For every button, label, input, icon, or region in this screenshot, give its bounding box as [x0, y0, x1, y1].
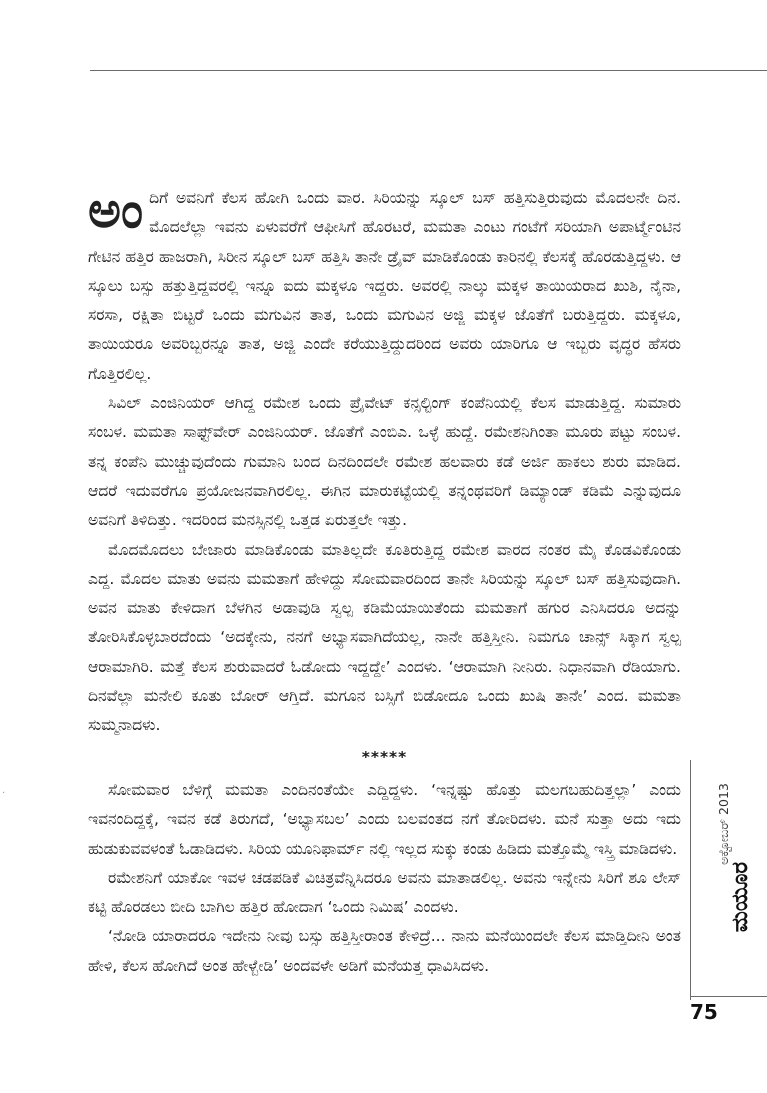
paragraph-4: ಸೋಮವಾರ ಬೆಳಿಗ್ಗೆ ಮಮತಾ ಎಂದಿನಂತೆಯೇ ಎದ್ದಿದ್ದಳು. ‘ಇನ್ನಷ್ಟು ಹೊತ್ತು ಮಲಗಬಹುದಿತ್ತಲ್ಲಾ’ ಎಂದು ಇವನಂದಿದ್ದಕ್ಕೆ, ಇವನ ಕಡೆ ತಿರುಗದೆ, ‘ಅಭ್ಯಾಸಬಲ’ ಎಂದು ಬಲವಂತದ ನಗೆ ತೋರಿದಳು. ಮನೆ ಸುತ್ತಾ ಅದು ಇದು ಹುಡುಕುವವಳಂತೆ ಓಡಾಡಿದಳು. ಸಿರಿಯ ಯೂನಿಫಾರ್ಮ್ ನಲ್ಲಿ ಇಲ್ಲದ ಸುಕ್ಕು ಕಂಡು ಹಿಡಿದು ಮತ್ತೊಮ್ಮೆ ಇಸ್ತ್ರಿ ಮಾಡಿದಳು.: [88, 780, 681, 858]
drop-cap: ಅಂ: [88, 181, 144, 239]
footer-side-rule: [690, 760, 691, 1000]
paragraph-6: ‘ನೋಡಿ ಯಾರಾದರೂ ಇದೇನು ನೀವು ಬಸ್ಸು ಹತ್ತಿಸ್ತೀರಾಂತ ಕೇಳಿದ್ರೆ... ನಾನು ಮನೆಯಿಂದಲೇ ಕೆಲಸ ಮಾಡ್ತಿದೀನಿ ಅಂತ ಹೇಳಿ, ಕೆಲಸ ಹೋಗಿದೆ ಅಂತ ಹೇಳ್ಬೇಡಿ’ ಅಂದವಳೇ ಅಡಿಗೆ ಮನೆಯತ್ತ ಧಾವಿಸಿದಳು.: [88, 927, 681, 975]
page-number: 75: [690, 1000, 718, 1024]
issue-date: ಅಕ್ಟೋಬರ್ 2013: [716, 783, 731, 865]
margin-mark: ·: [2, 788, 6, 799]
paragraph-1-text: ದಿಗೆ ಅವನಿಗೆ ಕೆಲಸ ಹೋಗಿ ಒಂದು ವಾರ. ಸಿರಿಯನ್ನು ಸ್ಕೂಲ್ ಬಸ್ ಹತ್ತಿಸುತ್ತಿರುವುದು ಮೊದಲನೇ ದಿನ. ಮೊದಲೆಲ್ಲಾ ಇವನು ಏಳುವರೆಗೆ ಆಫೀಸಿಗೆ ಹೊರಟರೆ, ಮಮತಾ ಎಂಟು ಗಂಟೆಗೆ ಸರಿಯಾಗಿ ಅಪಾರ್ಟ್ಮೆಂಟಿನ ಗೇಟಿನ ಹತ್ತಿರ ಹಾಜರಾಗಿ, ಸಿರೀನ ಸ್ಕೂಲ್ ಬಸ್ ಹತ್ತಿಸಿ ತಾನೇ ಡ್ರೈವ್ ಮಾಡಿಕೊಂಡು ಕಾರಿನಲ್ಲಿ ಕೆಲಸಕ್ಕೆ ಹೊರಡುತ್ತಿದ್ದಳು. ಆ ಸ್ಕೂಲು ಬಸ್ಸು ಹತ್ತುತ್ತಿದ್ದವರಲ್ಲಿ ಇನ್ನೂ ಐದು ಮಕ್ಕಳೂ ಇದ್ದರು. ಅವರಲ್ಲಿ ನಾಲ್ಕು ಮಕ್ಕಳ ತಾಯಿಯರಾದ ಖುಶಿ, ನೈನಾ, ಸರಸಾ, ರಕ್ಷಿತಾ ಬಿಟ್ಟರೆ ಒಂದು ಮಗುವಿನ ತಾತ, ಒಂದು ಮಗುವಿನ ಅಜ್ಜಿ ಮಕ್ಕಳ ಜೊತೆಗೆ ಬರುತ್ತಿದ್ದರು. ಮಕ್ಕಳೂ, ತಾಯಿಯರೂ ಅವರಿಬ್ಬರನ್ನೂ ತಾತ, ಅಜ್ಜಿ ಎಂದೇ ಕರೆಯುತ್ತಿದ್ದುದರಿಂದ ಅವರು ಯಾರಿಗೂ ಆ ಇಬ್ಬರು ವೃದ್ಧರ ಹೆಸರು ಗೊತ್ತಿರಲಿಲ್ಲ.: [88, 189, 681, 383]
paragraph-3: ಮೊದಮೊದಲು ಬೇಜಾರು ಮಾಡಿಕೊಂಡು ಮಾತಿಲ್ಲದೇ ಕೂತಿರುತ್ತಿದ್ದ ರಮೇಶ ವಾರದ ನಂತರ ಮೈ ಕೊಡವಿಕೊಂಡು ಎದ್ದ. ಮೊದಲ ಮಾತು ಅವನು ಮಮತಾಗೆ ಹೇಳಿದ್ದು ಸೋಮವಾರದಿಂದ ತಾನೇ ಸಿರಿಯನ್ನು ಸ್ಕೂಲ್ ಬಸ್ ಹತ್ತಿಸುವುದಾಗಿ. ಅವನ ಮಾತು ಕೇಳಿದಾಗ ಬೆಳಗಿನ ಅಡಾವುಡಿ ಸ್ವಲ್ಪ ಕಡಿಮೆಯಾಯಿತೆಂದು ಮಮತಾಗೆ ಹಗುರ ಎನಿಸಿದರೂ ಅದನ್ನು ತೋರಿಸಿಕೊಳ್ಳಬಾರದೆಂದು ‘ಅದಕ್ಕೇನು, ನನಗೆ ಅಭ್ಯಾಸವಾಗಿದೆಯಲ್ಲ, ನಾನೇ ಹತ್ತಿಸ್ತೀನಿ. ನಿಮಗೂ ಚಾನ್ಸ್ ಸಿಕ್ಕಾಗ ಸ್ವಲ್ಪ ಆರಾಮಾಗಿರಿ. ಮತ್ತೆ ಕೆಲಸ ಶುರುವಾದರೆ ಓಡೋದು ಇದ್ದದ್ದೇ’ ಎಂದಳು. ‘ಆರಾಮಾಗಿ ನೀನಿರು. ನಿಧಾನವಾಗಿ ರೆಡಿಯಾಗು. ದಿನವೆಲ್ಲಾ ಮನೇಲಿ ಕೂತು ಬೋರ್ ಆಗ್ತಿದೆ. ಮಗೂನ ಬಸ್ಸಿಗೆ ಬಿಡೋದೂ ಒಂದು ಖುಷಿ ತಾನೇ’ ಎಂದ. ಮಮತಾ ಸುಮ್ಮನಾದಳು.: [88, 540, 681, 735]
article-body: [88, 181, 681, 981]
footer-bottom-rule: [690, 996, 767, 997]
magazine-logo: ಮಯೂರ: [728, 861, 753, 933]
paragraph-5: ರಮೇಶನಿಗೆ ಯಾಕೋ ಇವಳ ಚಡಪಡಿಕೆ ವಿಚಿತ್ರವೆನ್ನಿಸಿದರೂ ಅವನು ಮಾತಾಡಲಿಲ್ಲ. ಅವನು ಇನ್ನೇನು ಸಿರಿಗೆ ಶೂ ಲೇಸ್ ಕಟ್ಟಿ ಹೊರಡಲು ಬೀದಿ ಬಾಗಿಲ ಹತ್ತಿರ ಹೋದಾಗ ‘ಒಂದು ನಿಮಿಷ’ ಎಂದಳು.: [88, 868, 681, 917]
section-separator: *****: [361, 747, 408, 766]
header-rule: [90, 70, 767, 71]
paragraph-2: ಸಿವಿಲ್ ಎಂಜಿನಿಯರ್ ಆಗಿದ್ದ ರಮೇಶ ಒಂದು ಪ್ರೈವೇಟ್ ಕನ್ಸಲ್ಟಿಂಗ್ ಕಂಪೆನಿಯಲ್ಲಿ ಕೆಲಸ ಮಾಡುತ್ತಿದ್ದ. ಸುಮಾರು ಸಂಬಳ. ಮಮತಾ ಸಾಫ್ಟ್‌ವೇರ್ ಎಂಜಿನಿಯರ್. ಜೊತೆಗೆ ಎಂಬಿಎ. ಒಳ್ಳೆ ಹುದ್ದೆ. ರಮೇಶನಿಗಿಂತಾ ಮೂರು ಪಟ್ಟು ಸಂಬಳ. ತನ್ನ ಕಂಪೆನಿ ಮುಚ್ಚುವುದೆಂದು ಗುಮಾನಿ ಬಂದ ದಿನದಿಂದಲೇ ರಮೇಶ ಹಲವಾರು ಕಡೆ ಅರ್ಜಿ ಹಾಕಲು ಶುರು ಮಾಡಿದ. ಆದರೆ ಇದುವರೆಗೂ ಪ್ರಯೋಜನವಾಗಿರಲಿಲ್ಲ. ಈಗಿನ ಮಾರುಕಟ್ಟೆಯಲ್ಲಿ ತನ್ನಂಥವರಿಗೆ ಡಿಮ್ಯಾಂಡ್ ಕಡಿಮೆ ಎನ್ನುವುದೂ ಅವನಿಗೆ ತಿಳಿದಿತ್ತು. ಇದರಿಂದ ಮನಸ್ಸಿನಲ್ಲಿ ಒತ್ತಡ ಏರುತ್ತಲೇ ಇತ್ತು.: [88, 394, 681, 530]
paragraph-1: [88, 181, 681, 389]
